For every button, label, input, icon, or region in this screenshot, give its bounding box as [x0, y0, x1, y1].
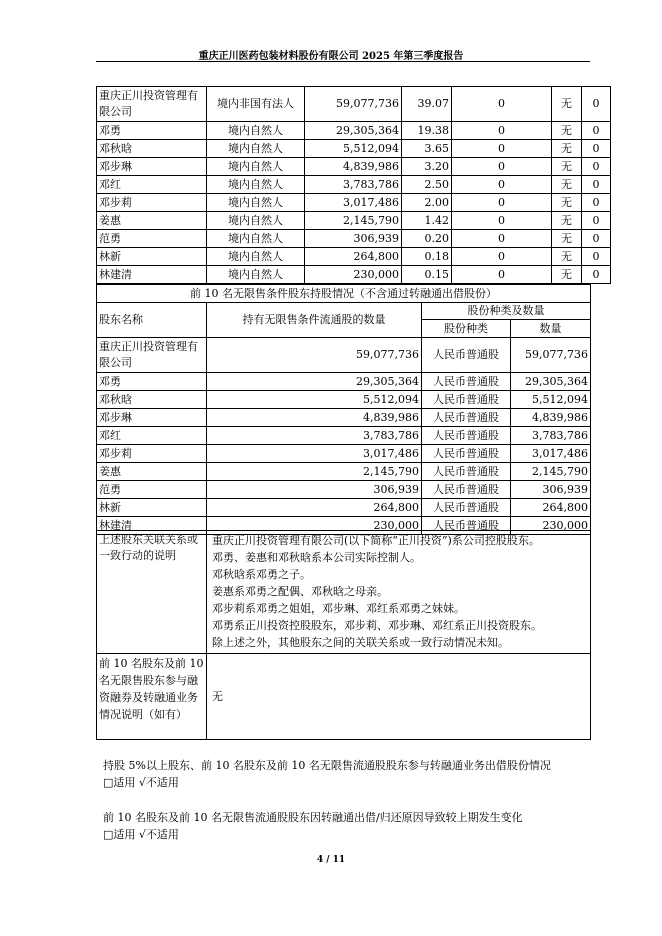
- holder-name: 重庆正川投资管理有限公司: [97, 338, 207, 373]
- col-header-qty: 持有无限售条件流通股的数量: [207, 303, 422, 338]
- holder-shares: 2,145,790: [305, 212, 402, 230]
- share-kind: 人民币普通股: [422, 427, 511, 445]
- holder-pledge-qty: 0: [582, 158, 611, 176]
- holder-ratio: 2.00: [402, 194, 452, 212]
- holder-unrestricted-qty: 3,783,786: [207, 427, 422, 445]
- holder-pledge: 无: [552, 248, 582, 266]
- col-header-group: 股份种类及数量: [422, 303, 591, 320]
- holder-pledge-qty: 0: [582, 230, 611, 248]
- unrestricted-title: 前 10 名无限售条件股东持股情况（不含通过转融通出借股份）: [97, 285, 591, 303]
- holder-name: 范勇: [97, 481, 207, 499]
- holder-pledge: 无: [552, 87, 582, 122]
- relation-line: 邓秋晗系邓勇之子。: [212, 568, 311, 581]
- holder-pledge-qty: 0: [582, 176, 611, 194]
- holder-name: 邓秋晗: [97, 391, 207, 409]
- holder-pledge-qty: 0: [582, 212, 611, 230]
- holder-shares: 3,017,486: [305, 194, 402, 212]
- holder-shares: 29,305,364: [305, 122, 402, 140]
- table-row: [97, 194, 611, 212]
- share-kind: 人民币普通股: [422, 463, 511, 481]
- holder-shares: 5,512,094: [305, 140, 402, 158]
- table-row: [97, 445, 591, 463]
- holder-type: 境内自然人: [207, 140, 305, 158]
- share-kind: 人民币普通股: [422, 391, 511, 409]
- holder-restricted: 0: [452, 212, 552, 230]
- holder-pledge: 无: [552, 176, 582, 194]
- holder-pledge-qty: 0: [582, 248, 611, 266]
- share-kind: 人民币普通股: [422, 409, 511, 427]
- holder-unrestricted-qty: 230,000: [207, 517, 422, 535]
- holder-ratio: 19.38: [402, 122, 452, 140]
- share-num: 3,783,786: [511, 427, 591, 445]
- holder-ratio: 39.07: [402, 87, 452, 122]
- table-row: [97, 409, 591, 427]
- holder-ratio: 3.65: [402, 140, 452, 158]
- table-row: [97, 266, 611, 284]
- relation-line: 重庆正川投资管理有限公司(以下简称“正川投资”)系公司控股股东。: [212, 534, 540, 547]
- margin-label: 前 10 名股东及前 10 名无限售股东参与融资融券及转融通业务情况说明（如有）: [97, 654, 207, 740]
- relation-line: 姜惠系邓勇之配偶、邓秋晗之母亲。: [212, 585, 388, 598]
- note-change: 前 10 名股东及前 10 名无限售流通股股东因转融通出借/归还原因导致较上期发生变化: [103, 811, 523, 824]
- holder-type: 境内自然人: [207, 122, 305, 140]
- holder-ratio: 3.20: [402, 158, 452, 176]
- holder-ratio: 1.42: [402, 212, 452, 230]
- holder-name: 邓步琳: [97, 158, 207, 176]
- table-row: [97, 212, 611, 230]
- table-row: [97, 391, 591, 409]
- table-row: [97, 122, 611, 140]
- table-row: [97, 481, 591, 499]
- holder-ratio: 0.20: [402, 230, 452, 248]
- holder-name: 重庆正川投资管理有限公司: [97, 87, 207, 122]
- holder-pledge: 无: [552, 266, 582, 284]
- report-header: 重庆正川医药包装材料股份有限公司 2025 年第三季度报告: [198, 51, 464, 62]
- holder-unrestricted-qty: 5,512,094: [207, 391, 422, 409]
- share-kind: 人民币普通股: [422, 373, 511, 391]
- share-kind: 人民币普通股: [422, 499, 511, 517]
- holder-restricted: 0: [452, 158, 552, 176]
- table-row: [97, 248, 611, 266]
- holder-pledge-qty: 0: [582, 87, 611, 122]
- holder-unrestricted-qty: 306,939: [207, 481, 422, 499]
- holder-restricted: 0: [452, 194, 552, 212]
- holder-ratio: 0.15: [402, 266, 452, 284]
- holder-ratio: 2.50: [402, 176, 452, 194]
- share-kind: 人民币普通股: [422, 481, 511, 499]
- share-kind: 人民币普通股: [422, 445, 511, 463]
- share-num: 306,939: [511, 481, 591, 499]
- holder-name: 林建清: [97, 517, 207, 535]
- note-lending: 持股 5%以上股东、前 10 名股东及前 10 名无限售流通股股东参与转融通业务出借股份情况: [103, 759, 551, 772]
- holder-unrestricted-qty: 2,145,790: [207, 463, 422, 481]
- holder-restricted: 0: [452, 248, 552, 266]
- holder-unrestricted-qty: 3,017,486: [207, 445, 422, 463]
- holder-name: 姜惠: [97, 463, 207, 481]
- holder-restricted: 0: [452, 140, 552, 158]
- table-row: [97, 87, 611, 122]
- holder-name: 邓红: [97, 427, 207, 445]
- page-number: 4 / 11: [316, 855, 346, 865]
- holder-pledge: 无: [552, 212, 582, 230]
- holder-shares: 59,077,736: [305, 87, 402, 122]
- share-num: 5,512,094: [511, 391, 591, 409]
- relation-line: 邓勇系正川投资控股股东，邓步莉、邓步琳、邓红系正川投资股东。: [212, 619, 542, 632]
- holder-unrestricted-qty: 29,305,364: [207, 373, 422, 391]
- holder-name: 邓勇: [97, 373, 207, 391]
- holder-shares: 3,783,786: [305, 176, 402, 194]
- holder-restricted: 0: [452, 230, 552, 248]
- holder-pledge-qty: 0: [582, 140, 611, 158]
- table-row: [97, 140, 611, 158]
- holder-name: 邓红: [97, 176, 207, 194]
- holder-shares: 4,839,986: [305, 158, 402, 176]
- holder-name: 邓步莉: [97, 445, 207, 463]
- table-row: [97, 427, 591, 445]
- col-header-name: 股东名称: [97, 303, 207, 338]
- share-num: 230,000: [511, 517, 591, 535]
- holder-pledge: 无: [552, 140, 582, 158]
- holder-restricted: 0: [452, 87, 552, 122]
- holder-pledge: 无: [552, 158, 582, 176]
- holder-name: 姜惠: [97, 212, 207, 230]
- holder-restricted: 0: [452, 176, 552, 194]
- share-kind: 人民币普通股: [422, 338, 511, 373]
- relation-line: 邓勇、姜惠和邓秋晗系本公司实际控制人。: [212, 551, 421, 564]
- holder-pledge: 无: [552, 122, 582, 140]
- holder-type: 境内自然人: [207, 266, 305, 284]
- holder-name: 邓步琳: [97, 409, 207, 427]
- share-num: 4,839,986: [511, 409, 591, 427]
- holder-name: 邓勇: [97, 122, 207, 140]
- holder-type: 境内自然人: [207, 230, 305, 248]
- table-row: [97, 373, 591, 391]
- holder-shares: 264,800: [305, 248, 402, 266]
- holder-name: 林新: [97, 499, 207, 517]
- note-lending-option: □适用 √不适用: [103, 776, 179, 789]
- holder-unrestricted-qty: 59,077,736: [207, 338, 422, 373]
- holder-name: 林新: [97, 248, 207, 266]
- relation-line: 除上述之外，其他股东之间的关联关系或一致行动情况未知。: [212, 636, 509, 649]
- holder-shares: 306,939: [305, 230, 402, 248]
- table-row: [97, 499, 591, 517]
- table-row: [97, 230, 611, 248]
- holder-pledge-qty: 0: [582, 194, 611, 212]
- share-num: 59,077,736: [511, 338, 591, 373]
- holder-ratio: 0.18: [402, 248, 452, 266]
- table-row: [97, 463, 591, 481]
- holder-unrestricted-qty: 4,839,986: [207, 409, 422, 427]
- holder-type: 境内非国有法人: [207, 87, 305, 122]
- share-num: 3,017,486: [511, 445, 591, 463]
- holder-pledge: 无: [552, 230, 582, 248]
- holder-pledge-qty: 0: [582, 122, 611, 140]
- holder-unrestricted-qty: 264,800: [207, 499, 422, 517]
- col-header-num: 数量: [511, 320, 591, 338]
- holder-name: 林建清: [97, 266, 207, 284]
- holder-type: 境内自然人: [207, 212, 305, 230]
- col-header-kind: 股份种类: [422, 320, 511, 338]
- share-kind: 人民币普通股: [422, 517, 511, 535]
- holder-type: 境内自然人: [207, 194, 305, 212]
- margin-value: 无: [207, 654, 591, 740]
- holder-name: 邓秋晗: [97, 140, 207, 158]
- relation-text: [207, 531, 591, 654]
- share-num: 29,305,364: [511, 373, 591, 391]
- table-row: [97, 338, 591, 373]
- relation-table: [96, 530, 591, 740]
- holder-pledge-qty: 0: [582, 266, 611, 284]
- holder-name: 邓步莉: [97, 194, 207, 212]
- relation-label: 上述股东关联关系或一致行动的说明: [97, 531, 207, 654]
- top10-shareholders-table: [96, 86, 611, 284]
- holder-type: 境内自然人: [207, 248, 305, 266]
- holder-pledge: 无: [552, 194, 582, 212]
- holder-type: 境内自然人: [207, 158, 305, 176]
- holder-restricted: 0: [452, 122, 552, 140]
- share-num: 2,145,790: [511, 463, 591, 481]
- header-divider: [96, 61, 590, 62]
- holder-restricted: 0: [452, 266, 552, 284]
- note-change-option: □适用 √不适用: [103, 828, 179, 841]
- table-row: [97, 176, 611, 194]
- holder-name: 范勇: [97, 230, 207, 248]
- holder-type: 境内自然人: [207, 176, 305, 194]
- table-row: [97, 158, 611, 176]
- relation-line: 邓步莉系邓勇之姐姐，邓步琳、邓红系邓勇之妹妹。: [212, 602, 465, 615]
- share-num: 264,800: [511, 499, 591, 517]
- holder-shares: 230,000: [305, 266, 402, 284]
- unrestricted-shareholders-table: [96, 284, 591, 535]
